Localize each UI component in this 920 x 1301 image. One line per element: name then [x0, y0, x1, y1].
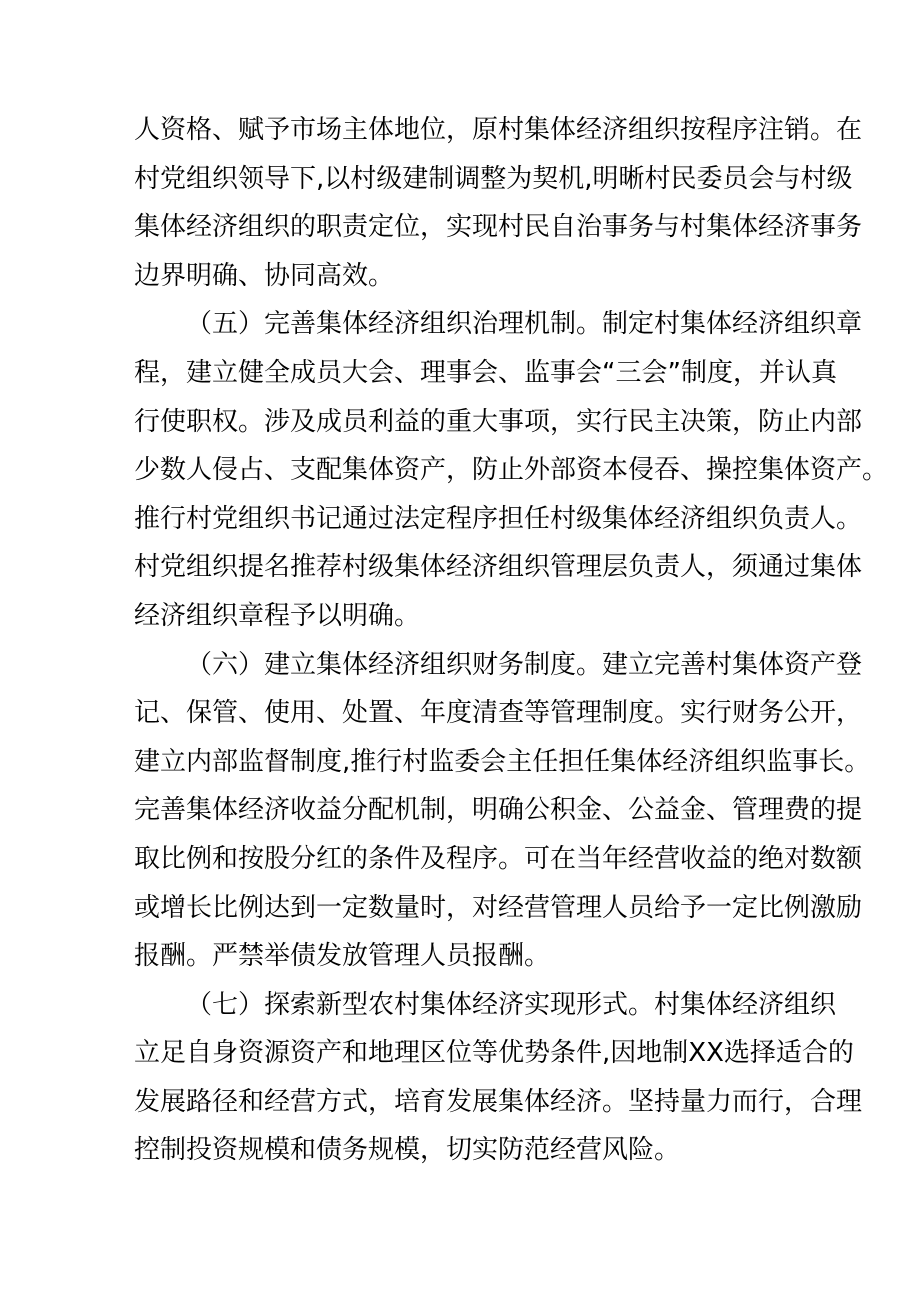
text-line: 完善集体经济收益分配机制，明确公积金、公益金、管理费的提 [134, 795, 863, 826]
text-line: 控制投资规模和债务规模，切实防范经营风险。 [134, 1135, 681, 1166]
text-line: 或增长比例达到一定数量时，对经营管理人员给予一定比例激励 [134, 892, 863, 923]
text-line: 报酬。严禁举债发放管理人员报酬。 [134, 941, 551, 972]
paragraph-heading-line: （五）完善集体经济组织治理机制。制定村集体经济组织章 [186, 309, 863, 340]
text-line: 人资格、赋予市场主体地位，原村集体经济组织按程序注销。在 [134, 115, 863, 145]
paragraph-six [134, 641, 871, 981]
text-line: 程，建立健全成员大会、理事会、监事会“三会”制度，并认真 [134, 357, 837, 388]
text-line: 少数人侵占、支配集体资产，防止外部资本侵吞、操控集体资产。 [134, 455, 889, 486]
text-line: 立足自身资源资产和地理区位等优势条件,因地制XX选择适合的 [134, 1038, 854, 1069]
paragraph-heading-line: （七）探索新型农村集体经济实现形式。村集体经济组织 [186, 989, 837, 1020]
text-line: 行使职权。涉及成员利益的重大事项，实行民主决策，防止内部 [134, 406, 863, 437]
text-line: 发展路径和经营方式，培育发展集体经济。坚持量力而行，合理 [134, 1086, 863, 1117]
text-line: 记、保管、使用、处置、年度清查等管理制度。实行财务公开， [134, 698, 863, 729]
text-line: 边界明确、协同高效。 [134, 260, 395, 291]
text-line: 建立内部监督制度,推行村监委会主任担任集体经济组织监事长。 [134, 746, 871, 777]
text-line: 经济组织章程予以明确。 [134, 600, 421, 631]
text-line: 村党组织提名推荐村级集体经济组织管理层负责人，须通过集体 [134, 552, 863, 583]
paragraph-heading-line: （六）建立集体经济组织财务制度。建立完善村集体资产登 [186, 649, 863, 680]
paragraph-seven [134, 981, 863, 1175]
text-line: 推行村党组织书记通过法定程序担任村级集体经济组织负责人。 [134, 503, 863, 534]
paragraph-continued [134, 106, 863, 300]
document-body [134, 106, 889, 1175]
text-line: 村党组织领导下,以村级建制调整为契机,明晰村民委员会与村级 [134, 163, 853, 194]
paragraph-five [134, 300, 889, 640]
text-line: 集体经济组织的职责定位，实现村民自治事务与村集体经济事务 [134, 212, 863, 243]
text-line: 取比例和按股分红的条件及程序。可在当年经营收益的绝对数额 [134, 843, 863, 874]
